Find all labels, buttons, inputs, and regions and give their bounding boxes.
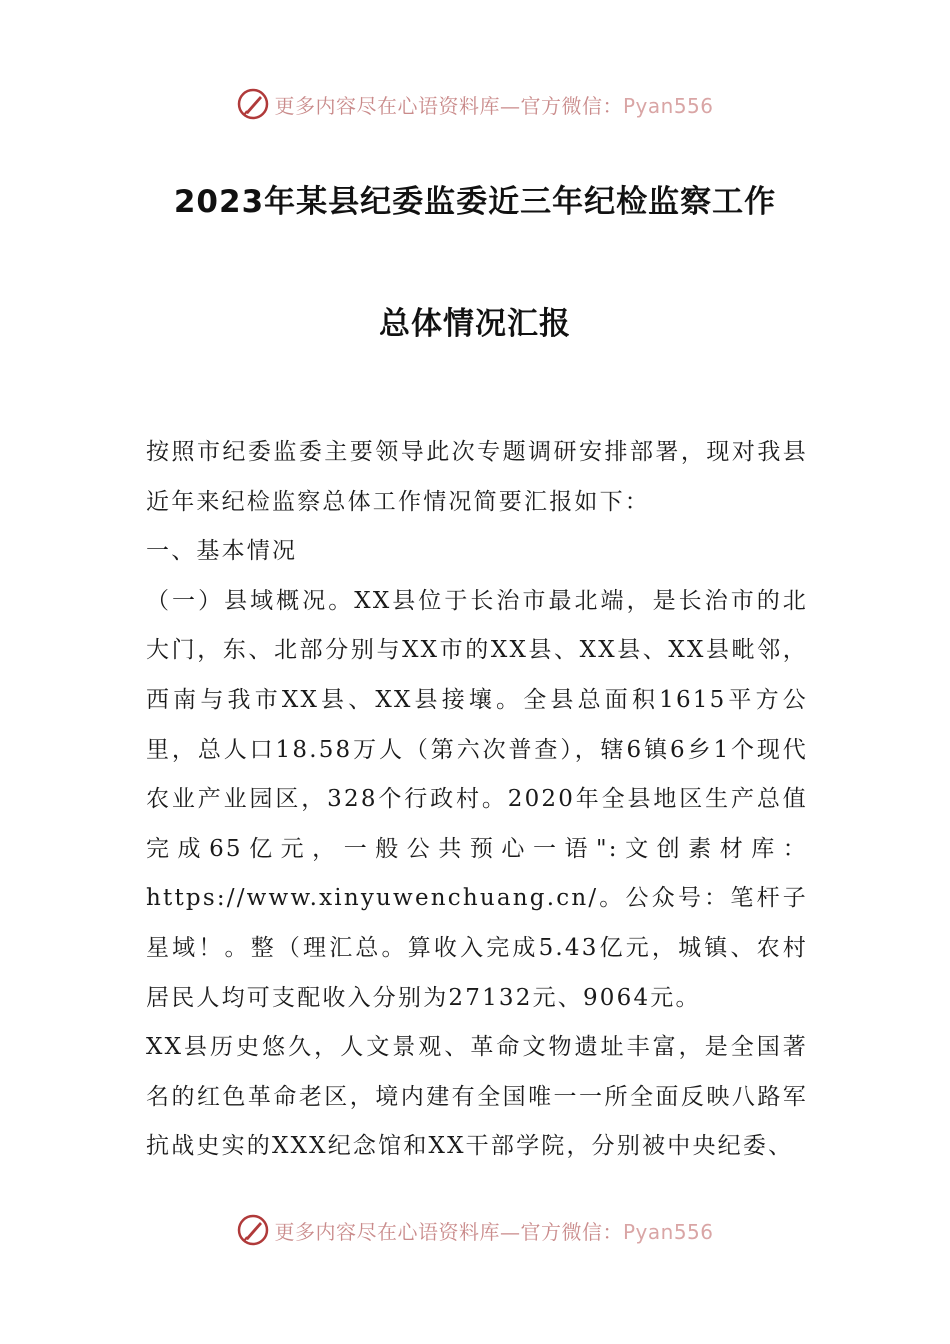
header-watermark [0,84,950,124]
quill-logo-icon [236,1213,270,1247]
document-title-line-1: 2023年某县纪委监委近三年纪检监察工作 [173,184,777,220]
watermark-wechat-id: Pyan556 [622,93,714,118]
footer-watermark [0,1210,950,1250]
watermark-text: 更多内容尽在心语资料库—官方微信：Pyan556 [274,93,714,118]
watermark-text: 更多内容尽在心语资料库—官方微信：Pyan556 [274,1219,714,1244]
watermark-wechat-id: Pyan556 [622,1219,714,1244]
document-body [146,428,808,1172]
quill-logo-icon [236,87,270,121]
document-title-line-2: 总体情况汇报 [379,306,571,342]
paragraph-intro: 按照市纪委监委主要领导此次专题调研安排部署，现对我县近年来纪检监察总体工作情况简要汇报如下： [146,439,808,515]
section-heading-basic: 一、基本情况 [146,538,298,565]
paragraph-history: XX县历史悠久，人文景观、革命文物遗址丰富，是全国著名的红色革命老区，境内建有全国唯一一所全面反映八路军抗战史实的XXX纪念馆和XX干部学院，分别被中央纪委、 [146,1034,808,1160]
paragraph-county-overview: （一）县域概况。XX县位于长治市最北端，是长治市的北大门，东、北部分别与XX市的XX县、XX县、XX县毗邻，西南与我市XX县、XX县接壤。全县总面积1615平方公里，总人口18.58万人（第六次普查），辖6镇6乡1个现代农业产业园区，328个行政村。2020年全县地区生产总值完成65亿元，一般公共预心一语":文创素材库：https://www.xinyuwenchuang.cn/。公众号：笔杆子星域！。整（理汇总。算收入完成5.43亿元，城镇、农村居民人均可支配收入分别为27132元、9064元。 [146,587,808,1011]
